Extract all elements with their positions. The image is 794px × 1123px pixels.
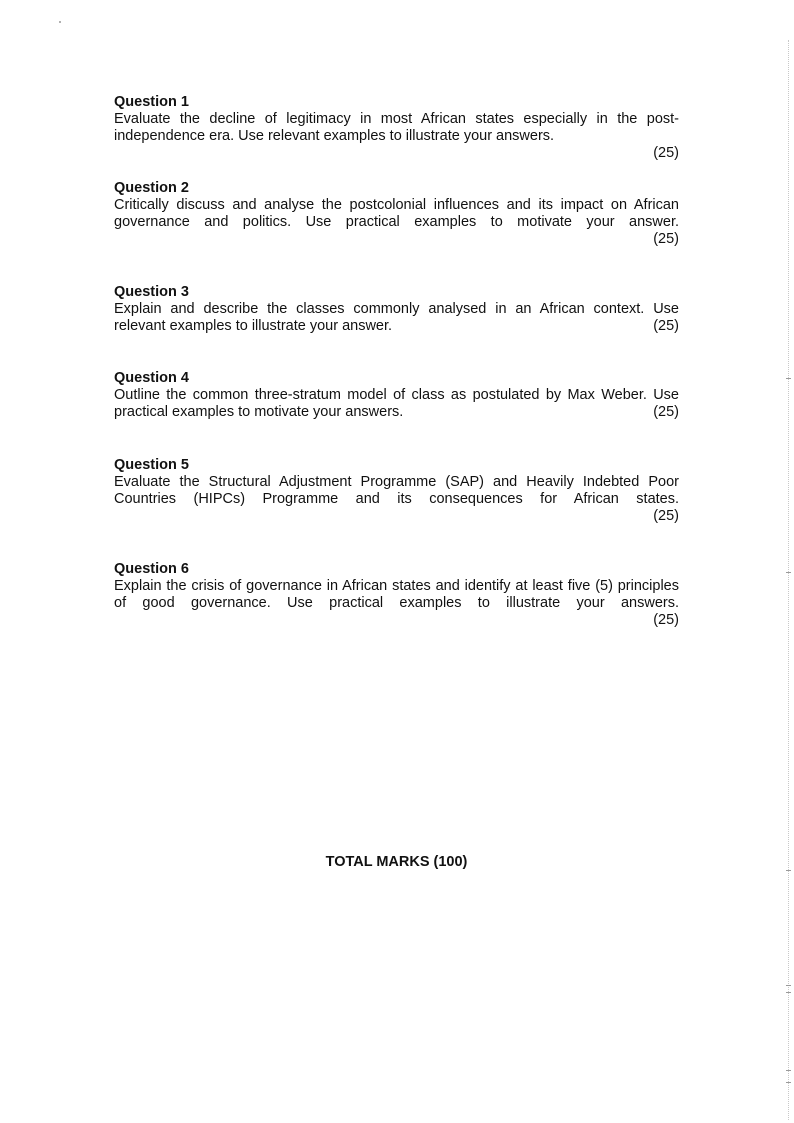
edge-tick bbox=[786, 992, 791, 993]
question-text-line: Outline the common three-stratum model of class as postulated by Max Weber. Use bbox=[114, 387, 679, 403]
edge-tick bbox=[786, 1082, 791, 1083]
question-text-line: Evaluate the Structural Adjustment Programme (SAP) and Heavily Indebted Poor bbox=[114, 474, 679, 490]
question-4 bbox=[114, 370, 679, 421]
question-text-line: governance and politics. Use practical examples to motivate your answer. bbox=[114, 214, 679, 230]
question-text-line: Countries (HIPCs) Programme and its consequences for African states. bbox=[114, 491, 679, 507]
question-marks: (25) bbox=[653, 404, 679, 420]
edge-tick bbox=[786, 985, 791, 986]
edge-tick bbox=[786, 572, 791, 573]
total-marks: TOTAL MARKS (100) bbox=[325, 854, 468, 870]
question-marks-row bbox=[114, 318, 679, 335]
question-title: Question 1 bbox=[114, 94, 189, 110]
question-marks: (25) bbox=[653, 612, 679, 628]
question-5 bbox=[114, 457, 679, 525]
question-marks: (25) bbox=[653, 318, 679, 334]
question-title: Question 5 bbox=[114, 457, 189, 473]
question-title: Question 6 bbox=[114, 561, 189, 577]
question-3 bbox=[114, 284, 679, 335]
edge-tick bbox=[786, 870, 791, 871]
question-marks: (25) bbox=[653, 145, 679, 161]
question-text-line: Explain the crisis of governance in African states and identify at least five (5) principles bbox=[114, 578, 679, 594]
edge-tick bbox=[786, 378, 791, 379]
question-text-line: Explain and describe the classes commonly analysed in an African context. Use bbox=[114, 301, 679, 317]
question-marks: (25) bbox=[653, 231, 679, 247]
question-1 bbox=[114, 94, 679, 162]
question-text-line: Critically discuss and analyse the postcolonial influences and its impact on African bbox=[114, 197, 679, 213]
question-text-line: independence era. Use relevant examples to illustrate your answers. bbox=[114, 128, 555, 144]
question-title: Question 3 bbox=[114, 284, 189, 300]
question-text-line: Evaluate the decline of legitimacy in most African states especially in the post- bbox=[114, 111, 679, 127]
question-title: Question 2 bbox=[114, 180, 189, 196]
question-marks-row bbox=[114, 404, 679, 421]
page-edge-line bbox=[788, 40, 789, 1120]
scan-speck bbox=[59, 21, 61, 23]
question-text-line: relevant examples to illustrate your answer. bbox=[114, 318, 393, 334]
question-marks: (25) bbox=[653, 508, 679, 524]
question-title: Question 4 bbox=[114, 370, 189, 386]
question-text-line: of good governance. Use practical examples to illustrate your answers. bbox=[114, 595, 679, 611]
edge-tick bbox=[786, 1070, 791, 1071]
question-2 bbox=[114, 180, 679, 248]
question-6 bbox=[114, 561, 679, 629]
question-text-line: practical examples to motivate your answers. bbox=[114, 404, 404, 420]
